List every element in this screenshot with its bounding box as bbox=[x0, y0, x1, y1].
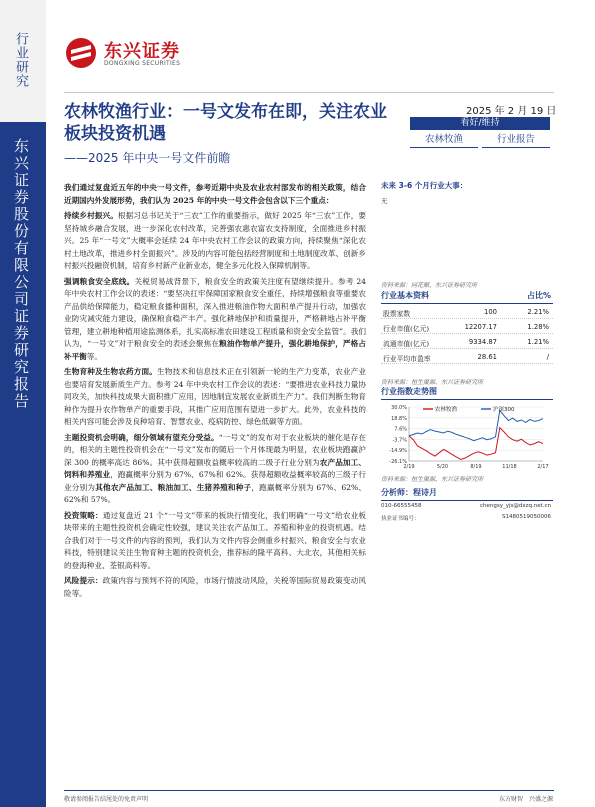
paragraph-text: 等。 bbox=[86, 351, 102, 361]
paragraph-rural-revitalization bbox=[64, 210, 366, 273]
paragraph-lead: 生物育种及生物农药方面。 bbox=[64, 367, 157, 376]
paragraph-bold: 其他农产品加工、粮油加工、生猪养殖和种子 bbox=[95, 482, 252, 492]
table-row bbox=[381, 319, 553, 334]
paragraph-text: 关税贸易战背景下，粮食安全的政策关注度有望继续提升。参考 24 年中央农村工作会议的表述：“要坚决扛牢保障国家粮食安全重任，持续增强粮食等重要农产品供给保障能力，稳定粮食播种面积，深入推进粮油作物大面积单产提升行动，加强农业防灾减灾能力建设，确保粮食稳产丰产。强化耕地保护和质量提升，严格耕地占补平衡管理，建立耕地种植用途监测体系，扎实高标准农田建设工程质量和资金安全监管”。我们认为，“一号文”对于粮食安全的表述会聚焦在 bbox=[64, 276, 366, 348]
basic-info-title: 行业基本资料 bbox=[381, 291, 429, 300]
report-type-label: 行业研究 bbox=[13, 32, 28, 88]
paragraph-text: 通过复盘近 21 个“一号文”带来的板块行情变化，我们明确“一号文”给农业板块带来的主题性投资机会确定性较强，建议关注农产品加工、养殖和种业的投资机遇。结合我们对于一号文件的内容的预判，我们认为文件内容会侧重乡村振兴、粮食安全与农业科技，特别建议关注生物育种主题的投资机会，推荐标的隆平高科、大北农，其他相关标的登海种业、荃银高科等。 bbox=[64, 510, 367, 570]
report-body bbox=[64, 182, 366, 603]
x-tick-label: 5/20 bbox=[436, 464, 449, 470]
paragraph-lead: 投资策略： bbox=[64, 510, 103, 520]
paragraph-food-security bbox=[64, 276, 366, 364]
table-row bbox=[381, 304, 553, 319]
series-line-2 bbox=[409, 410, 543, 440]
paragraph-lead: 主题投资机会明确，细分领域有望充分受益。 bbox=[64, 432, 219, 442]
row-share: 1.28% bbox=[527, 323, 549, 331]
paragraph-bold: 粮油作物单产提升，强化耕地保护，严格占补平衡 bbox=[64, 339, 367, 361]
y-tick-label: 30.0% bbox=[391, 405, 407, 411]
basic-info-header bbox=[381, 290, 553, 304]
analyst-phone: 010-66555458 bbox=[381, 503, 422, 509]
y-tick-label: 18.8% bbox=[391, 415, 407, 422]
legend-label: 农林牧渔 bbox=[435, 407, 458, 413]
report-kind-tag: 行业报告 bbox=[482, 132, 550, 148]
rating-badge: 看好/维持 bbox=[410, 117, 550, 130]
analyst-cert-row bbox=[381, 512, 553, 523]
source-note: 资料来源：恒生聚源、东兴证券研究所 bbox=[381, 476, 484, 483]
analyst-cert-number: S1480519050006 bbox=[502, 514, 551, 520]
report-title: 农林牧渔行业：一号文发布在即，关注农业板块投资机遇 bbox=[64, 102, 387, 144]
paragraph-lead: 强调粮食安全底线。 bbox=[64, 276, 135, 286]
paragraph-text: 根据习总书记关于“三农”工作的重要指示，做好 2025 年“三农”工作，要坚持城乡融合发展，进一步深化农村改革，完善强农惠农富农支持制度，全面推进乡村振兴。25 年“一号文”大概率会延续 24 年中央农村工作会议的政策方向，持续聚焦“深化农村土地改革，推进乡村全面振兴”。涉及的内容可能包括经营制度和土地制度改革、创新乡村振兴投融资机制，培育乡村新产业新业态，健全多元化投入保障机制等。 bbox=[64, 211, 367, 270]
paragraph-text: ，跑赢概率分别为 67%、67%和 62%。获得超额收益概率较高的三级子行业分别为 bbox=[64, 470, 366, 492]
industry-basic-info bbox=[381, 290, 553, 364]
row-label: 流通市值(亿元) bbox=[383, 340, 430, 348]
table-row bbox=[381, 334, 553, 349]
paragraph-risk bbox=[64, 575, 366, 600]
paragraph-lead: 持续乡村振兴。 bbox=[64, 211, 118, 220]
index-trend-chart bbox=[381, 403, 553, 471]
future-events-box bbox=[381, 180, 553, 205]
y-tick-label: 7.6% bbox=[394, 426, 407, 433]
y-tick-label: -3.7% bbox=[392, 437, 407, 444]
report-date: 2025 年 2 月 19 日 bbox=[466, 106, 557, 117]
paragraph-lead: 风险提示： bbox=[64, 576, 103, 585]
x-tick-label: 2/17 bbox=[537, 464, 549, 470]
logo-text-en: DONGXING SECURITIES bbox=[104, 60, 181, 67]
row-share: 1.21% bbox=[527, 338, 549, 346]
row-value: 100 bbox=[484, 308, 497, 316]
logo-mark-icon bbox=[64, 36, 98, 70]
y-tick-label: -26.1% bbox=[389, 459, 407, 465]
share-column-header: 占比% bbox=[526, 291, 551, 300]
paragraph-text: “一号文”的发布对于农业板块的催化是存在的，相关的主题性投资机会在“一号文”发布的随后一个月体现最为明显，农业板块跑赢沪深 300 的概率高达 86%。其中获得超额收益概率较高的二级子行业分别为 bbox=[64, 432, 366, 467]
sidebar-main bbox=[0, 122, 46, 807]
paragraph-strategy bbox=[64, 510, 366, 573]
sidebar-top bbox=[0, 0, 46, 122]
intro-paragraph: 我们通过复盘近五年的中央一号文件，参考近期中央及农业农村部发布的相关政策，结合近期国内外发展形势，我们认为 2025 年的中央一号文件会包含以下三个重点： bbox=[64, 183, 366, 205]
row-share: 2.21% bbox=[527, 308, 549, 316]
source-note: 资料来源：恒生聚源、东兴证券研究所 bbox=[381, 379, 484, 386]
footer-slogan: 东方财智 兴盛之源 bbox=[498, 796, 553, 803]
x-tick-label: 8/19 bbox=[470, 464, 482, 470]
index-trend-title: 行业指数走势图 bbox=[381, 386, 553, 400]
row-label: 行业市值(亿元) bbox=[383, 325, 430, 333]
row-share: / bbox=[546, 353, 549, 361]
analyst-cert-label: 执业证书编号： bbox=[381, 516, 420, 522]
analyst-email: chengsy_yjs@dxzq.net.cn bbox=[479, 503, 551, 509]
y-tick-label: -14.9% bbox=[389, 448, 407, 455]
x-tick-label: 11/18 bbox=[502, 464, 517, 470]
paragraph-biotech bbox=[64, 366, 366, 429]
series-line-1 bbox=[409, 428, 543, 460]
analyst-title: 分析师：程诗月 bbox=[381, 487, 553, 501]
legend-label: 沪深300 bbox=[493, 407, 515, 413]
industry-tag: 农林牧渔 bbox=[410, 132, 478, 148]
report-subtitle: ——2025 年中央一号文件前瞻 bbox=[64, 151, 231, 165]
row-value: 12207.17 bbox=[464, 323, 497, 331]
row-label: 行业平均市盈率 bbox=[383, 355, 431, 363]
company-logo bbox=[64, 36, 214, 70]
footer-disclaimer: 敬请参阅报告结尾处的免责声明 bbox=[64, 796, 149, 803]
row-value: 9334.87 bbox=[468, 338, 497, 346]
paragraph-text: ，跑赢概率分别为 67%、62%、62%和 57%。 bbox=[64, 482, 367, 504]
row-label: 股票家数 bbox=[383, 310, 411, 318]
future-events-title: 未来 3-6 个月行业大事： bbox=[381, 181, 468, 190]
analyst-box bbox=[381, 487, 553, 523]
analyst-contact-row bbox=[381, 501, 553, 512]
source-note: 资料来源：同花顺、东兴证券研究所 bbox=[381, 282, 478, 289]
row-value: 28.61 bbox=[477, 353, 497, 361]
footer-divider bbox=[64, 790, 554, 791]
report-tags bbox=[410, 132, 550, 148]
x-tick-label: 2/19 bbox=[403, 464, 415, 470]
paragraph-bold: 农产品加工、饲料和养殖业 bbox=[64, 457, 366, 479]
table-row bbox=[381, 349, 553, 364]
logo-text-cn: 东兴证券 bbox=[104, 41, 180, 62]
header-divider bbox=[64, 92, 554, 93]
paragraph-theme-investment bbox=[64, 432, 366, 507]
paragraph-text: 生物技术和信息技术正在引领新一轮的生产力变革，农业产业也要培育发展新质生产力。参考 24 年中央农村工作会议的表述：“要推进农业科技力量协同攻关，加快科技成果大面积推广应用，因地制宜发展农业新质生产力”。我们判断生物育种作为提升农作物单产的重要手段，其推广应用范围有望进一步扩大。此外，农业科技的相关内容可能会涉及良种培育、智慧农业、疫病防控、绿色低碳等方面。 bbox=[64, 367, 367, 426]
paragraph-text: 政策内容与预判不符的风险，市场行情波动风险，关税等国际贸易政策变动风险等。 bbox=[64, 576, 367, 598]
company-report-label: 东兴证券股份有限公司证券研究报告 bbox=[12, 138, 30, 410]
future-events-value: 无 bbox=[381, 197, 388, 205]
